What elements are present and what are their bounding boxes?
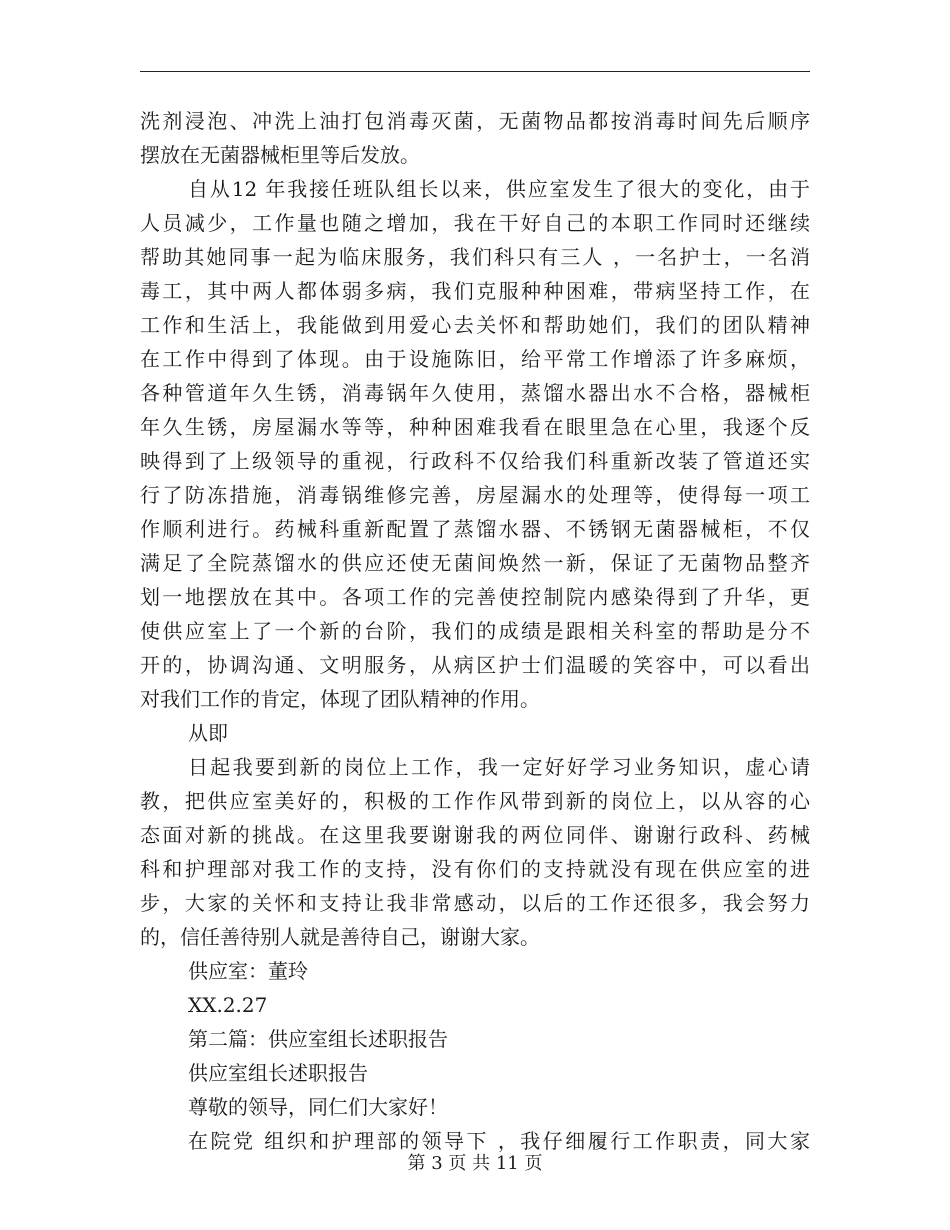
- paragraph-line: 洗剂浸泡、冲洗上油打包消毒灭菌，无菌物品都按消毒时间先后顺序: [140, 109, 810, 133]
- date: XX.2.27: [188, 993, 268, 1017]
- paragraph-line: 摆放在无菌器械柜里等后发放。: [140, 143, 420, 167]
- paragraph-line: 帮助其她同事一起为临床服务，我们科只有三人 ，一名护士，一名消: [140, 245, 810, 269]
- paragraph-line: 毒工，其中两人都体弱多病，我们克服种种困难，带病坚持工作，在: [140, 279, 810, 303]
- report-title: 供应室组长述职报告: [188, 1061, 368, 1085]
- header-rule: [140, 71, 810, 72]
- paragraph-line: 工作和生活上，我能做到用爱心去关怀和帮助她们，我们的团队精神: [140, 313, 810, 337]
- paragraph-line: 开的，协调沟通、文明服务，从病区护士们温暖的笑容中，可以看出: [140, 653, 810, 677]
- paragraph-line: 教，把供应室美好的，积极的工作作风带到新的岗位上，以从容的心: [140, 789, 810, 813]
- greeting: 尊敬的领导，同仁们大家好！: [188, 1095, 448, 1119]
- paragraph-line: 使供应室上了一个新的台阶，我们的成绩是跟相关科室的帮助是分不: [140, 619, 810, 643]
- paragraph-line: 在工作中得到了体现。由于设施陈旧，给平常工作增添了许多麻烦，: [140, 347, 810, 371]
- page-indicator: 第 3 页 共 11 页: [407, 1153, 543, 1174]
- document-body: [140, 104, 810, 1158]
- paragraph-line: 态面对新的挑战。在这里我要谢谢我的两位同伴、谢谢行政科、药械: [140, 823, 810, 847]
- paragraph-line: 年久生锈，房屋漏水等等，种种困难我看在眼里急在心里，我逐个反: [140, 415, 810, 439]
- paragraph-line: 人员减少，工作量也随之增加，我在干好自己的本职工作同时还继续: [140, 211, 810, 235]
- section-heading: 第二篇：供应室组长述职报告: [188, 1027, 448, 1051]
- paragraph-line: 自从12 年我接任班队组长以来，供应室发生了很大的变化，由于: [188, 177, 810, 201]
- paragraph-line: 映得到了上级领导的重视，行政科不仅给我们科重新改装了管道还实: [140, 449, 810, 473]
- paragraph-line: 从即: [188, 721, 228, 745]
- paragraph-line: 划一地摆放在其中。各项工作的完善使控制院内感染得到了升华，更: [140, 585, 810, 609]
- paragraph-line: 日起我要到新的岗位上工作，我一定好好学习业务知识，虚心请: [188, 755, 810, 779]
- paragraph-line: 行了防冻措施，消毒锅维修完善，房屋漏水的处理等，使得每一项工: [140, 483, 810, 507]
- paragraph-line: 作顺利进行。药械科重新配置了蒸馏水器、不锈钢无菌器械柜，不仅: [140, 517, 810, 541]
- signature: 供应室：董玲: [188, 959, 308, 983]
- paragraph-line: 步，大家的关怀和支持让我非常感动，以后的工作还很多，我会努力: [140, 891, 810, 915]
- paragraph-line: 的，信任善待别人就是善待自己，谢谢大家。: [140, 925, 540, 949]
- paragraph-line: 科和护理部对我工作的支持，没有你们的支持就没有现在供应室的进: [140, 857, 810, 881]
- paragraph-line: 对我们工作的肯定，体现了团队精神的作用。: [140, 687, 540, 711]
- paragraph-line: 在院党 组织和护理部的领导下 ，我仔细履行工作职责，同大家: [188, 1129, 810, 1153]
- paragraph-line: 各种管道年久生锈，消毒锅年久使用，蒸馏水器出水不合格，器械柜: [140, 381, 810, 405]
- paragraph-line: 满足了全院蒸馏水的供应还使无菌间焕然一新，保证了无菌物品整齐: [140, 551, 810, 575]
